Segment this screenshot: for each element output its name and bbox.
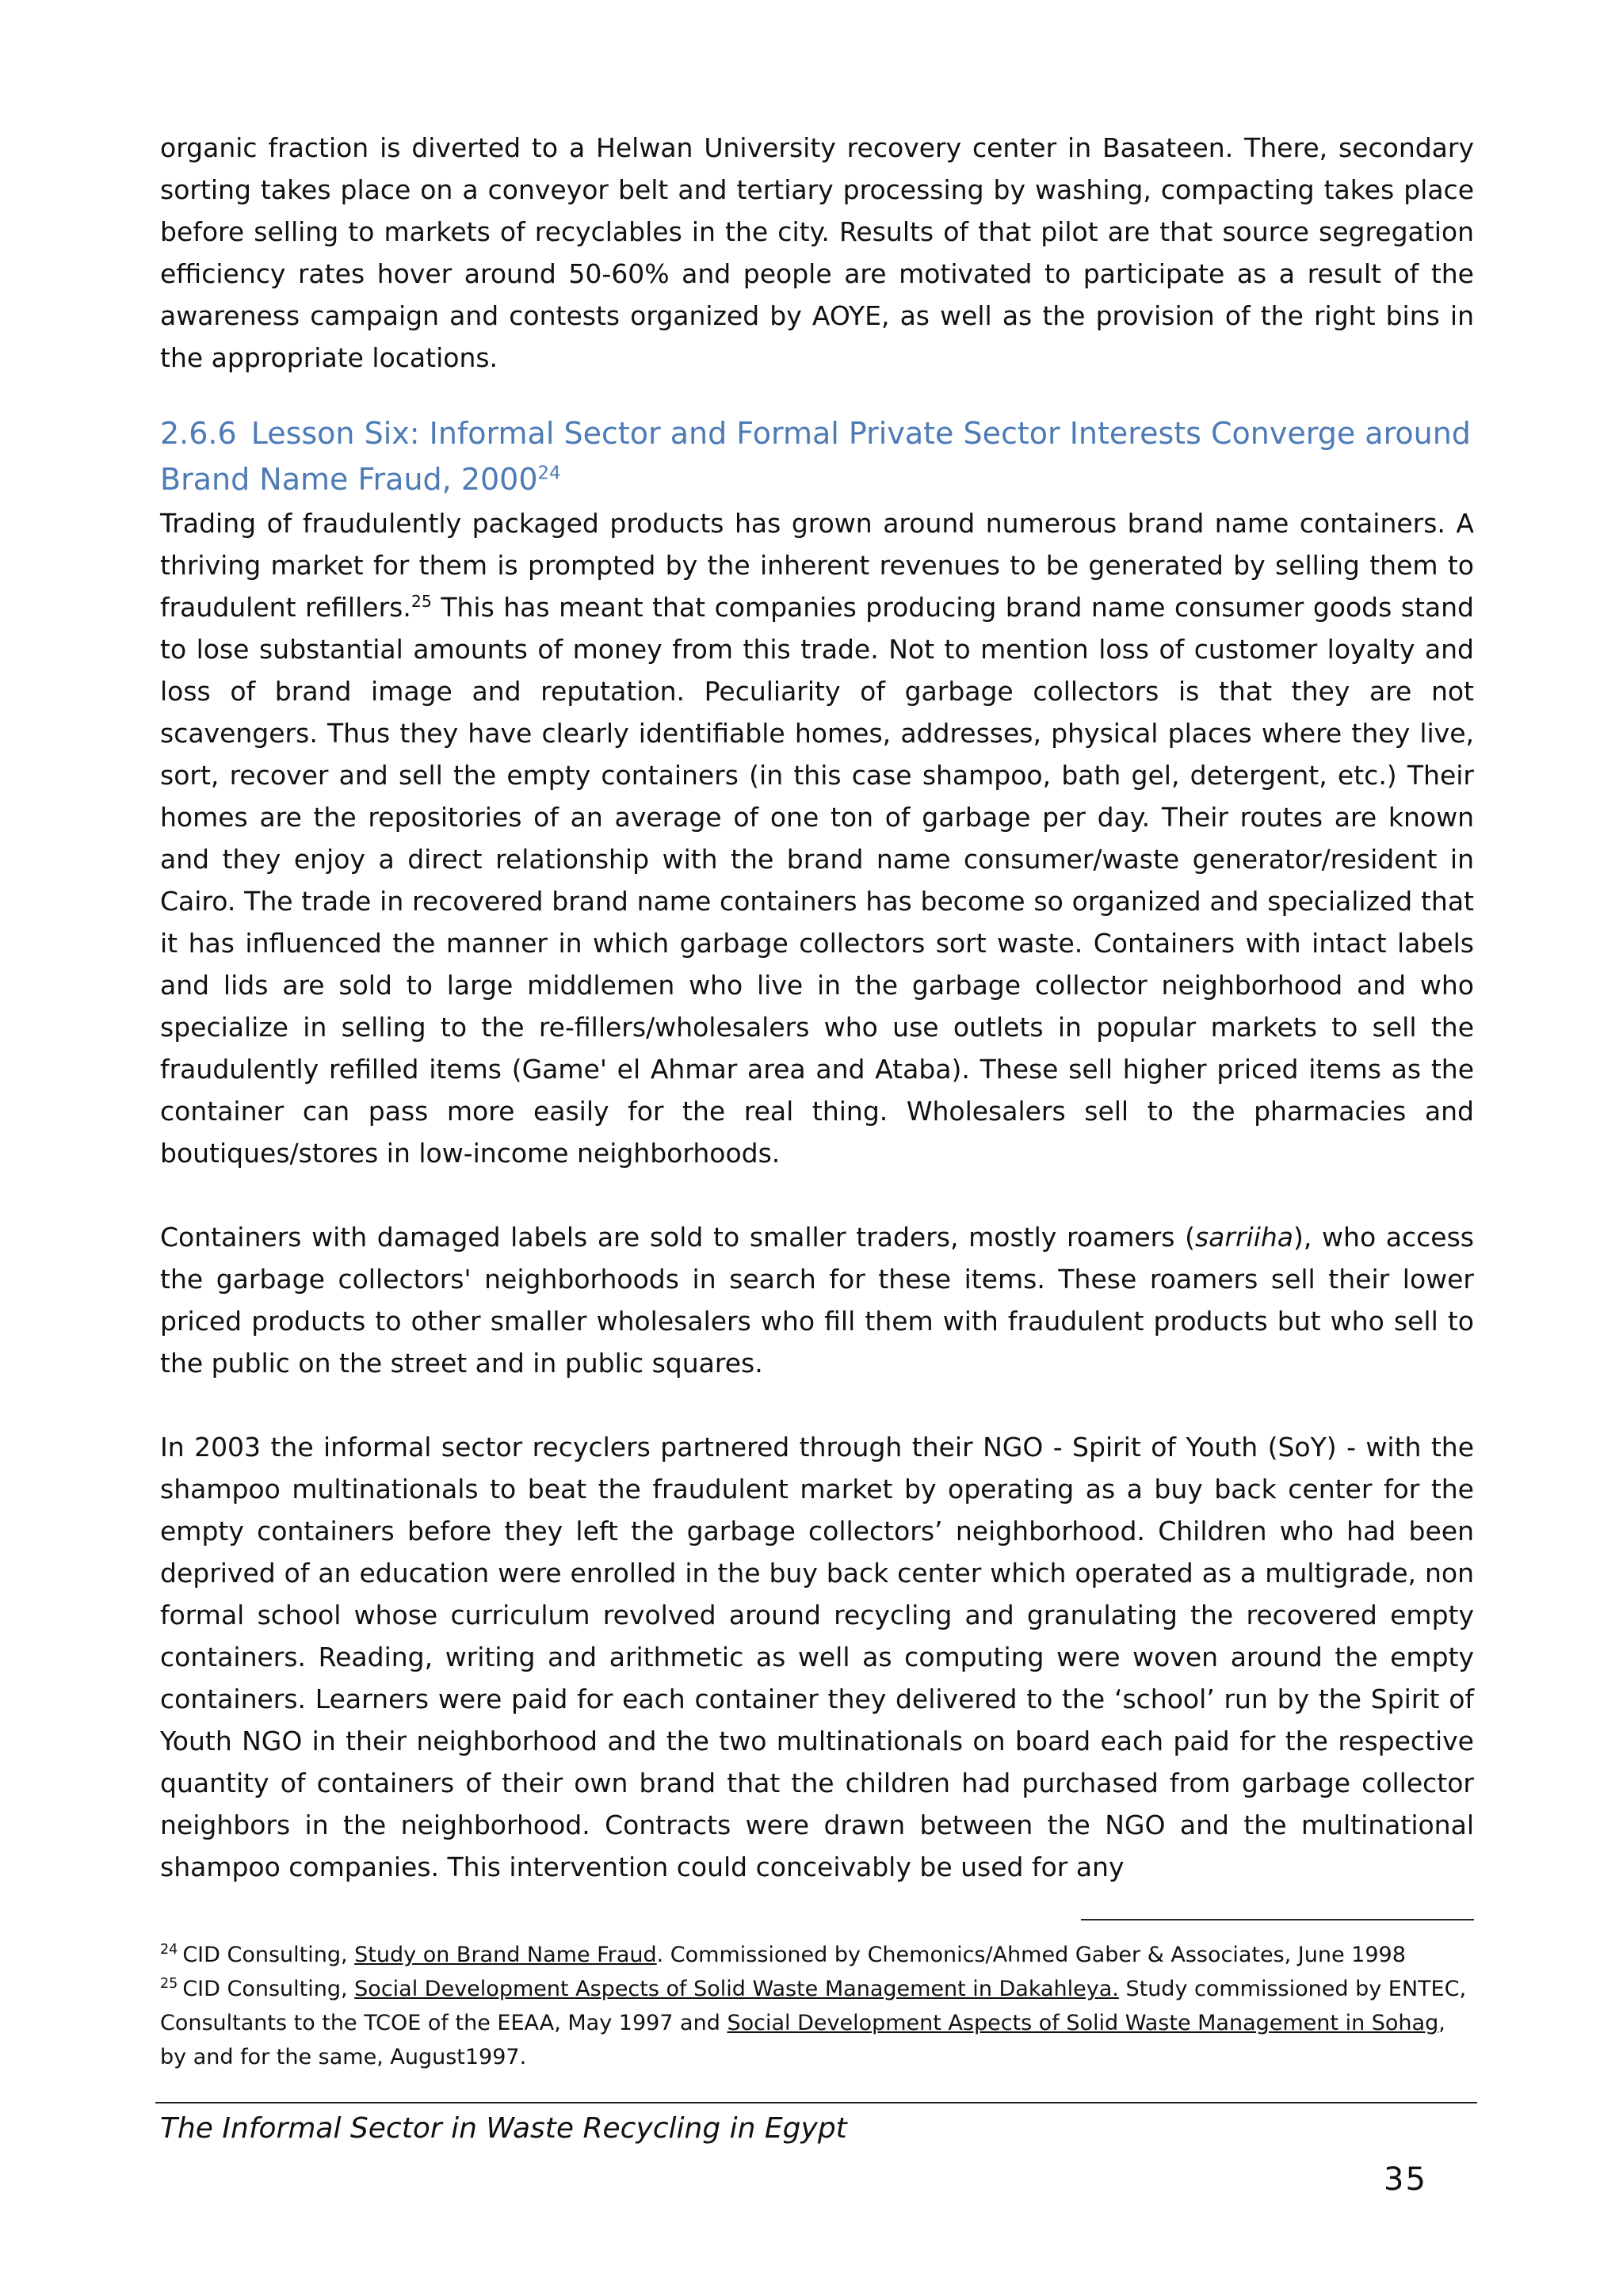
footnote-text: CID Consulting,: [182, 1943, 355, 1967]
footnote-text: , by and for the same, August1997.: [160, 2011, 1445, 2069]
italic-term-sarriiha: sarriiha: [1194, 1222, 1294, 1253]
paragraph-text: Containers with damaged labels are sold to smaller traders, mostly roamers (: [160, 1222, 1195, 1253]
footnote-marker: 24: [160, 1942, 178, 1958]
footnote-ref-24[interactable]: 24: [537, 463, 561, 484]
footnote-citation-title: Study on Brand Name Fraud: [354, 1943, 657, 1967]
paragraph-brand-fraud: [160, 502, 1474, 1174]
footnote-marker: 25: [160, 1976, 178, 1992]
footnote-text: CID Consulting,: [182, 1977, 355, 2001]
paragraph-damaged-labels: [160, 1216, 1474, 1384]
footnote-separator: [1081, 1919, 1474, 1920]
footnote-citation-title: Social Development Aspects of Solid Waste Management in Sohag: [727, 2011, 1439, 2035]
section-title: Lesson Six: Informal Sector and Formal Private Sector Interests Converge around Brand Name Fraud, 2000: [160, 416, 1471, 497]
paragraph-text: Trading of fraudulently packaged products has grown around numerous brand name containers. A thriving market for them is prompted by the inherent revenues to be generated by selling them to fraudulent refillers.: [160, 508, 1474, 623]
paragraph-text: This has meant that companies producing brand name consumer goods stand to lose substantial amounts of money from this trade. Not to mention loss of customer loyalty and loss of brand image and reputation. Peculiarity of garbage collectors is that they are not scavengers. Thus they have clearly identifiable homes, addresses, physical places where they live, sort, recover and sell the empty containers (in this case shampoo, bath gel, detergent, etc.) Their homes are the repositories of an average of one ton of garbage per day. Their routes are known and they enjoy a direct relationship with the brand name consumer/waste generator/resident in Cairo. The trade in recovered brand name containers has become so organized and specialized that it has influenced the manner in which garbage collectors sort waste. Containers with intact labels and lids are sold to large middlemen who live in the garbage collector neighborhood and who specialize in selling to the re-fillers/wholesalers who use outlets in popular markets to sell the fraudulently refilled items (Game' el Ahmar area and Ataba). These sell higher priced items as the container can pass more easily for the real thing. Wholesalers sell to the pharmacies and boutiques/stores in low-income neighborhoods.: [160, 592, 1474, 1169]
paragraph-intro: organic fraction is diverted to a Helwan University recovery center in Basateen. There, secondary sorting takes place on a conveyor belt and tertiary processing by washing, compacting takes place before selling to markets of recyclables in the city. Results of that pilot are that source segregation efficiency rates hover around 50-60% and people are motivated to participate as a result of the awareness campaign and contests organized by AOYE, as well as the provision of the right bins in the appropriate locations.: [160, 132, 1474, 373]
footnote-text: . Commissioned by Chemonics/Ahmed Gaber & Associates, June 1998: [656, 1943, 1406, 1967]
footnote-citation-title: Social Development Aspects of Solid Waste Management in Dakahleya.: [354, 1977, 1119, 2001]
footnotes: [160, 1938, 1474, 2074]
main-content: [160, 127, 1474, 1888]
paragraph-text: ), who access the garbage collectors' neighborhoods in search for these items. These roamers sell their lower priced products to other smaller wholesalers who fill them with fraudulent products but who sell to the public on the street and in public squares.: [160, 1222, 1474, 1379]
paragraph-spirit-of-youth: In 2003 the informal sector recyclers partnered through their NGO - Spirit of Youth (SoY) - with the shampoo multinationals to beat the fraudulent market by operating as a buy back center for the empty containers before they left the garbage collectors’ neighborhood. Children who had been deprived of an education were enrolled in the buy back center which operated as a multigrade, non formal school whose curriculum revolved around recycling and granulating the recovered empty containers. Reading, writing and arithmetic as well as computing were woven around the empty containers. Learners were paid for each container they delivered to the ‘school’ run by the Spirit of Youth NGO in their neighborhood and the two multinationals on board each paid for the respective quantity of containers of their own brand that the children had purchased from garbage collector neighbors in the neighborhood. Contracts were drawn between the NGO and the multinational shampoo companies. This intervention could conceivably be used for any: [160, 1432, 1474, 1882]
page-number: 35: [1384, 2161, 1427, 2198]
footnote-24: [160, 1938, 1474, 1972]
footnote-text: Study commissioned by ENTEC, Consultants to the TCOE of the EEAA, May 1997 and: [160, 1977, 1467, 2035]
running-footer-title: The Informal Sector in Waste Recycling in Egypt: [160, 2112, 847, 2145]
section-number: 2.6.6: [160, 416, 237, 451]
footer-separator: [155, 2102, 1477, 2103]
footnote-ref-25[interactable]: 25: [411, 592, 432, 611]
footnote-25: [160, 1972, 1474, 2074]
section-heading-2-6-6: [160, 410, 1474, 502]
